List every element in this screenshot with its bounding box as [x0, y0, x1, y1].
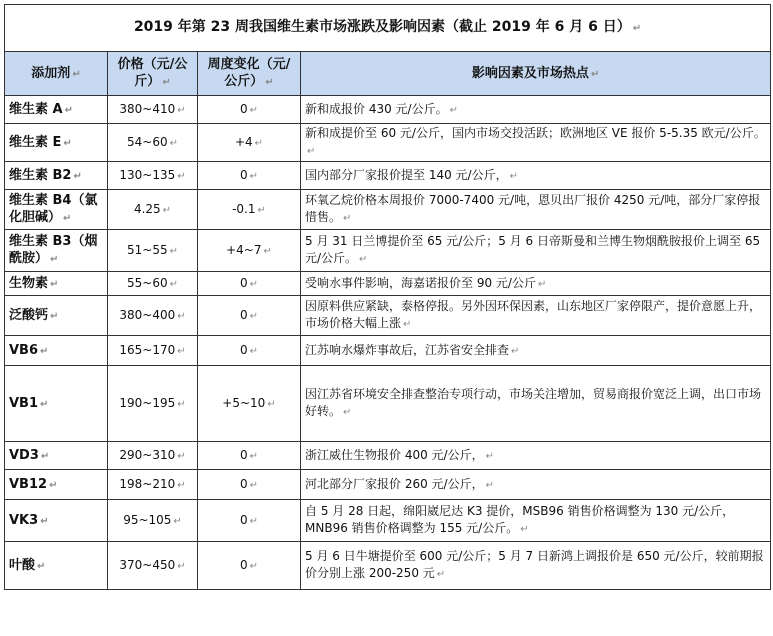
price-range-cell: [108, 190, 198, 230]
paragraph-mark-icon: ↵: [436, 569, 446, 580]
table-row: [5, 442, 771, 470]
paragraph-mark-icon: ↵: [177, 310, 186, 322]
paragraph-mark-icon: ↵: [40, 345, 49, 357]
additive-name-cell: [5, 190, 108, 230]
header-weekly-change: [198, 52, 301, 96]
price-range: 51~55: [127, 242, 168, 257]
additive-name-cell: [5, 272, 108, 296]
table-row: [5, 190, 771, 230]
additive-name: 维生素 A: [9, 101, 63, 117]
paragraph-mark-icon: ↵: [249, 170, 259, 182]
additive-name: VB12: [9, 476, 48, 492]
paragraph-mark-icon: ↵: [263, 245, 272, 257]
table-row: [5, 366, 771, 442]
market-factors-cell: [301, 366, 771, 442]
table-row: [5, 162, 771, 190]
paragraph-mark-icon: ↵: [265, 77, 274, 88]
table-row: [5, 542, 771, 590]
paragraph-mark-icon: ↵: [40, 450, 50, 462]
price-range-cell: [108, 230, 198, 272]
paragraph-mark-icon: ↵: [177, 170, 186, 182]
weekly-change: 0: [239, 476, 248, 491]
paragraph-mark-icon: ↵: [590, 68, 600, 80]
weekly-change: +5~10: [222, 395, 266, 410]
price-range: 165~170: [119, 342, 176, 357]
market-factors-cell: [301, 442, 771, 470]
market-factors: 河北部分厂家报价 260 元/公斤，: [305, 476, 484, 491]
price-range: 380~410: [119, 101, 176, 116]
market-factors: 浙江威仕生物报价 400 元/公斤，: [305, 447, 484, 462]
weekly-change-cell: [198, 124, 301, 162]
additive-name-cell: [5, 500, 108, 542]
paragraph-mark-icon: ↵: [37, 560, 46, 572]
additive-name-cell: [5, 296, 108, 336]
paragraph-mark-icon: ↵: [162, 204, 172, 216]
weekly-change-cell: [198, 366, 301, 442]
paragraph-mark-icon: ↵: [72, 68, 81, 80]
paragraph-mark-icon: ↵: [40, 515, 49, 527]
paragraph-mark-icon: ↵: [249, 278, 259, 290]
paragraph-mark-icon: ↵: [307, 146, 316, 157]
paragraph-mark-icon: ↵: [40, 398, 49, 410]
market-factors: 因江苏省环境安全排查整治专项行动，市场关注增加，贸易商报价宽泛上调，出口市场好转。: [305, 387, 762, 418]
market-factors: 自 5 月 28 日起，绵阳崴尼达 K3 提价，MSB96 销售价格调整为 130 元/公斤，MNB96 销售价格调整为 155 元/公斤。: [305, 504, 735, 535]
paragraph-mark-icon: ↵: [169, 245, 178, 257]
paragraph-mark-icon: ↵: [520, 524, 529, 535]
paragraph-mark-icon: ↵: [162, 77, 171, 88]
additive-name: 叶酸: [9, 557, 36, 573]
price-range-cell: [108, 500, 198, 542]
additive-name: VB6: [9, 342, 39, 358]
weekly-change-cell: [198, 336, 301, 366]
price-range: 290~310: [119, 447, 176, 462]
header-row: [5, 52, 771, 96]
paragraph-mark-icon: ↵: [50, 254, 59, 265]
paragraph-mark-icon: ↵: [485, 479, 494, 491]
price-range-cell: [108, 96, 198, 124]
additive-name: VB1: [9, 395, 39, 411]
paragraph-mark-icon: ↵: [632, 23, 642, 34]
additive-name: 生物素: [9, 275, 49, 291]
paragraph-mark-icon: ↵: [177, 398, 186, 410]
vitamin-market-table: [4, 4, 771, 590]
table-row: [5, 124, 771, 162]
paragraph-mark-icon: ↵: [177, 450, 186, 462]
table-title-cell: [5, 5, 771, 52]
paragraph-mark-icon: ↵: [403, 319, 412, 330]
price-range: 55~60: [127, 275, 168, 290]
weekly-change-cell: [198, 190, 301, 230]
price-range-cell: [108, 442, 198, 470]
weekly-change-cell: [198, 442, 301, 470]
market-factors: 5 月 6 日牛塘提价至 600 元/公斤；5 月 7 日新鸿上调报价是 650 元/公斤，较前期报价分别上涨 200-250 元: [305, 549, 764, 580]
weekly-change: 0: [239, 447, 248, 462]
header-factors-label: 影响因素及市场热点: [471, 65, 589, 81]
paragraph-mark-icon: ↵: [249, 515, 259, 527]
price-range-cell: [108, 542, 198, 590]
paragraph-mark-icon: ↵: [173, 515, 182, 527]
paragraph-mark-icon: ↵: [509, 170, 518, 182]
price-range-cell: [108, 296, 198, 336]
weekly-change-cell: [198, 542, 301, 590]
additive-name-cell: [5, 470, 108, 500]
table-row: [5, 230, 771, 272]
paragraph-mark-icon: ↵: [249, 560, 259, 572]
market-factors: 新和成提价至 60 元/公斤，国内市场交投活跃；欧洲地区 VE 报价 5-5.35 欧元/公斤。: [305, 126, 766, 140]
weekly-change-cell: [198, 272, 301, 296]
paragraph-mark-icon: ↵: [267, 398, 276, 410]
weekly-change: 0: [239, 307, 248, 322]
weekly-change: +4~7: [226, 242, 262, 257]
weekly-change: 0: [239, 101, 248, 116]
price-range: 380~400: [119, 307, 176, 322]
header-weekly-change-label: 周度变化（元/公斤）: [207, 57, 291, 89]
price-range-cell: [108, 124, 198, 162]
weekly-change: 0: [239, 342, 248, 357]
additive-name-cell: [5, 542, 108, 590]
paragraph-mark-icon: ↵: [359, 254, 368, 265]
price-range-cell: [108, 336, 198, 366]
paragraph-mark-icon: ↵: [73, 170, 82, 182]
price-range-cell: [108, 366, 198, 442]
market-factors-cell: [301, 272, 771, 296]
market-factors: 5 月 31 日兰博提价至 65 元/公斤；5 月 6 日帝斯曼和兰博生物烟酰胺报价上调至 65 元/公斤。: [305, 234, 761, 265]
weekly-change: 0: [239, 557, 248, 572]
paragraph-mark-icon: ↵: [63, 213, 72, 224]
market-factors-cell: [301, 500, 771, 542]
price-range: 370~450: [119, 557, 176, 572]
market-factors-cell: [301, 296, 771, 336]
weekly-change-cell: [198, 296, 301, 336]
weekly-change: 0: [239, 512, 248, 527]
paragraph-mark-icon: ↵: [249, 450, 259, 462]
weekly-change-cell: [198, 230, 301, 272]
paragraph-mark-icon: ↵: [177, 345, 186, 357]
paragraph-mark-icon: ↵: [49, 479, 58, 491]
weekly-change-cell: [198, 96, 301, 124]
paragraph-mark-icon: ↵: [169, 137, 178, 149]
market-factors: 环氧乙烷价格本周报价 7000-7400 元/吨，恩贝出厂报价 4250 元/吨，部分厂家停报惜售。: [305, 193, 761, 224]
additive-name: 维生素 B4（氯化胆碱）: [9, 193, 98, 225]
additive-name-cell: [5, 442, 108, 470]
table-row: [5, 96, 771, 124]
paragraph-mark-icon: ↵: [343, 213, 352, 224]
price-range: 130~135: [119, 167, 176, 182]
additive-name-cell: [5, 96, 108, 124]
market-factors: 因原料供应紧缺，泰格停报。另外因环保因素，山东地区厂家停限产，提价意愿上升，市场价格大幅上涨: [305, 299, 762, 330]
paragraph-mark-icon: ↵: [485, 450, 494, 462]
market-factors-cell: [301, 96, 771, 124]
market-factors-cell: [301, 124, 771, 162]
paragraph-mark-icon: ↵: [449, 104, 458, 116]
price-range: 54~60: [127, 134, 168, 149]
weekly-change: +4: [234, 134, 253, 149]
additive-name-cell: [5, 230, 108, 272]
table-row: [5, 470, 771, 500]
paragraph-mark-icon: ↵: [343, 407, 352, 418]
paragraph-mark-icon: ↵: [177, 560, 186, 572]
paragraph-mark-icon: ↵: [63, 137, 72, 149]
price-range: 190~195: [119, 395, 176, 410]
paragraph-mark-icon: ↵: [249, 104, 259, 116]
market-factors-cell: [301, 542, 771, 590]
table-row: [5, 500, 771, 542]
paragraph-mark-icon: ↵: [254, 137, 264, 149]
table-title: 2019 年第 23 周我国维生素市场涨跌及影响因素（截止 2019 年 6 月 6 日）: [133, 19, 631, 35]
market-factors-cell: [301, 190, 771, 230]
additive-name-cell: [5, 124, 108, 162]
paragraph-mark-icon: ↵: [50, 278, 59, 290]
table-row: [5, 272, 771, 296]
paragraph-mark-icon: ↵: [249, 345, 259, 357]
paragraph-mark-icon: ↵: [177, 104, 186, 116]
paragraph-mark-icon: ↵: [50, 310, 59, 322]
market-factors: 新和成报价 430 元/公斤。: [305, 101, 448, 116]
table-row: [5, 296, 771, 336]
header-factors: [301, 52, 771, 96]
market-factors-cell: [301, 336, 771, 366]
market-factors-cell: [301, 470, 771, 500]
price-range-cell: [108, 470, 198, 500]
market-factors: 江苏响水爆炸事故后，江苏省安全排查: [305, 342, 510, 357]
header-additive-label: 添加剂: [31, 65, 71, 81]
weekly-change-cell: [198, 500, 301, 542]
vitamin-market-table-container: [4, 4, 770, 632]
additive-name-cell: [5, 366, 108, 442]
additive-name: 维生素 B3（烟酰胺）: [9, 234, 98, 266]
paragraph-mark-icon: ↵: [257, 204, 266, 216]
paragraph-mark-icon: ↵: [177, 479, 186, 491]
price-range-cell: [108, 272, 198, 296]
header-price-label: 价格（元/公斤）: [117, 57, 188, 89]
market-factors: 受响水事件影响，海嘉诺报价至 90 元/公斤: [305, 275, 536, 290]
paragraph-mark-icon: ↵: [169, 278, 178, 290]
additive-name: VK3: [9, 512, 39, 528]
weekly-change: -0.1: [232, 201, 256, 216]
price-range: 198~210: [119, 476, 176, 491]
price-range: 4.25: [133, 201, 161, 216]
weekly-change-cell: [198, 470, 301, 500]
paragraph-mark-icon: ↵: [64, 104, 73, 116]
price-range-cell: [108, 162, 198, 190]
additive-name-cell: [5, 162, 108, 190]
table-row: [5, 336, 771, 366]
additive-name: 维生素 B2: [9, 167, 72, 183]
paragraph-mark-icon: ↵: [249, 310, 259, 322]
weekly-change: 0: [239, 275, 248, 290]
paragraph-mark-icon: ↵: [537, 278, 547, 290]
weekly-change: 0: [239, 167, 248, 182]
header-additive: [5, 52, 108, 96]
additive-name-cell: [5, 336, 108, 366]
paragraph-mark-icon: ↵: [249, 479, 259, 491]
market-factors: 国内部分厂家报价提至 140 元/公斤，: [305, 167, 508, 182]
weekly-change-cell: [198, 162, 301, 190]
additive-name: VD3: [9, 447, 39, 463]
title-row: [5, 5, 771, 52]
additive-name: 泛酸钙: [9, 307, 49, 323]
price-range: 95~105: [123, 512, 172, 527]
market-factors-cell: [301, 230, 771, 272]
paragraph-mark-icon: ↵: [511, 345, 520, 357]
market-factors-cell: [301, 162, 771, 190]
header-price: [108, 52, 198, 96]
additive-name: 维生素 E: [9, 134, 62, 150]
